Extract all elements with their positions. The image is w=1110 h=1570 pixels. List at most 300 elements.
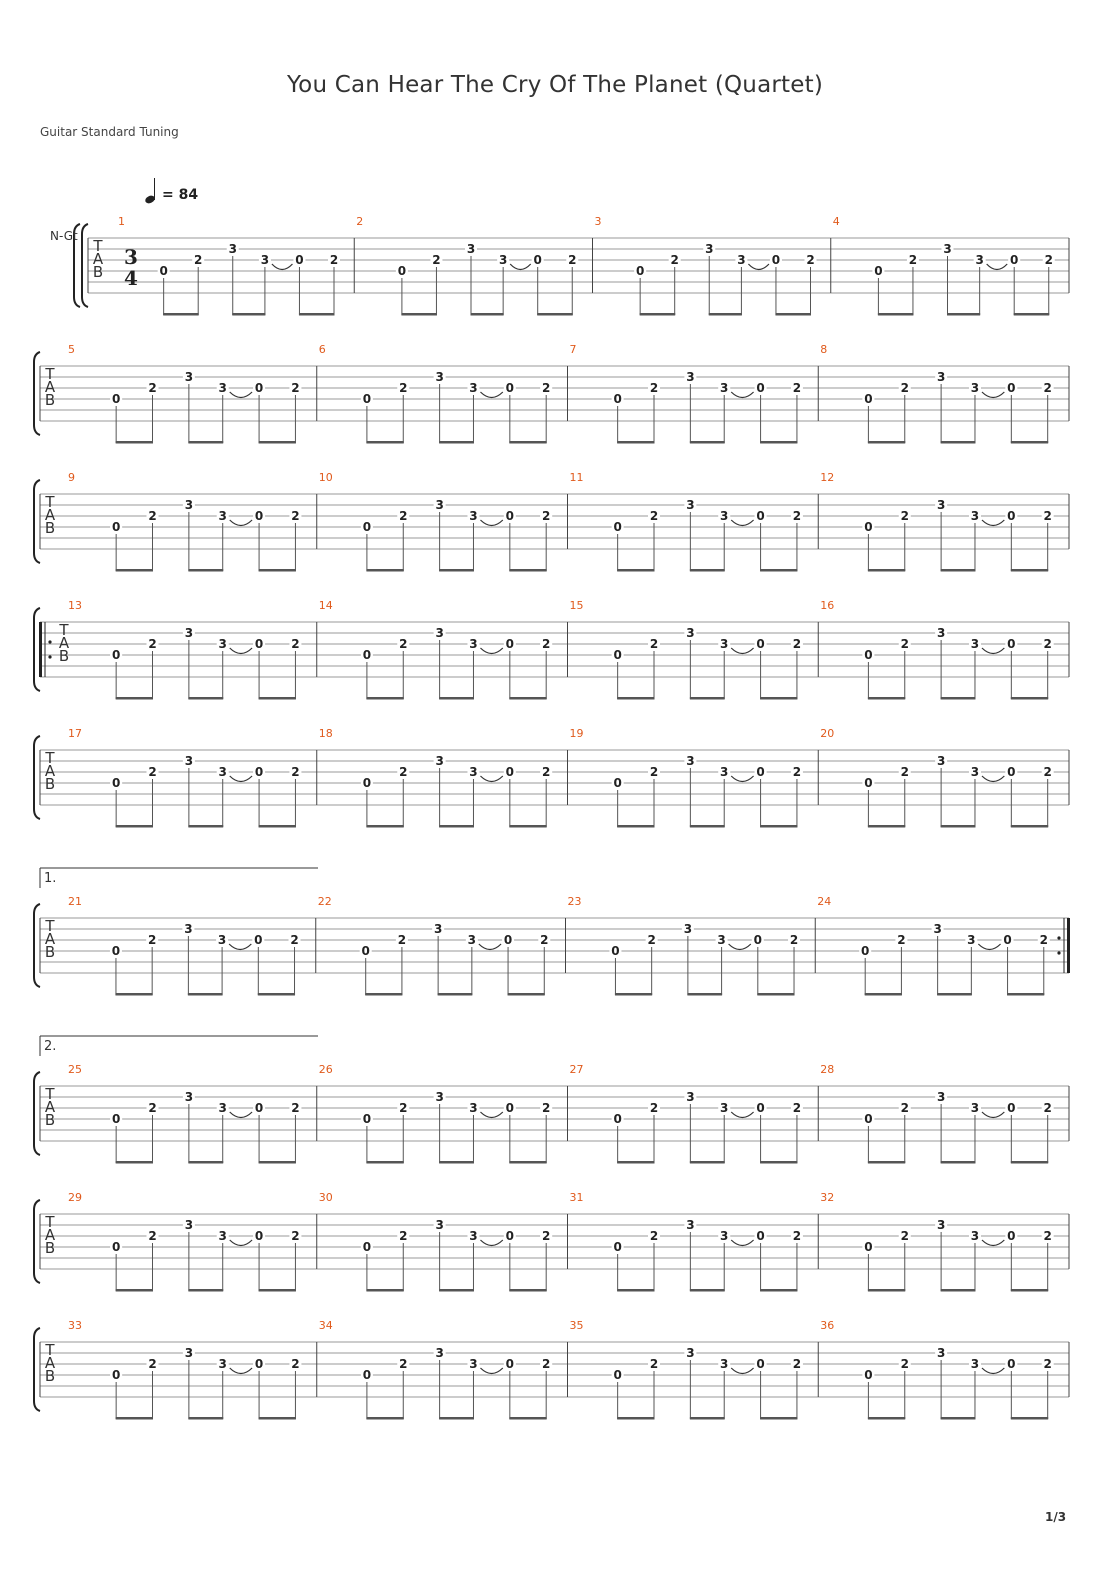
measure-number: 24 xyxy=(817,895,832,908)
tab-clef-letter: B xyxy=(92,263,104,281)
fret-number: 3 xyxy=(433,922,443,936)
fret-number: 0 xyxy=(864,1368,873,1382)
eighth-beam xyxy=(366,441,403,444)
eighth-beam xyxy=(163,313,199,316)
fret-number: 3 xyxy=(686,626,695,640)
fret-number: 2 xyxy=(792,765,802,779)
fret-number: 3 xyxy=(469,1357,478,1371)
eighth-beam xyxy=(438,993,473,996)
volta-label: 1. xyxy=(44,871,57,886)
fret-number: 2 xyxy=(649,381,659,395)
eighth-beam xyxy=(299,313,335,316)
fret-number: 3 xyxy=(686,498,695,512)
eighth-beam xyxy=(188,825,223,828)
repeat-dot xyxy=(1057,951,1060,954)
tie-arc xyxy=(230,392,252,398)
fret-number: 3 xyxy=(469,1229,478,1243)
tab-clef-letter: B xyxy=(44,391,56,409)
fret-number: 3 xyxy=(435,1346,444,1360)
page-number: 1/3 xyxy=(1045,1510,1067,1524)
tab-clef-letter: B xyxy=(58,647,70,665)
measure-number: 30 xyxy=(318,1191,333,1204)
eighth-beam xyxy=(366,569,403,572)
volta-label: 2. xyxy=(44,1039,57,1054)
tie-arc xyxy=(480,1240,502,1246)
fret-number: 0 xyxy=(254,509,264,523)
fret-number: 2 xyxy=(908,253,918,267)
eighth-beam xyxy=(617,697,654,700)
tie-arc xyxy=(272,264,293,270)
fret-number: 0 xyxy=(254,1101,264,1115)
eighth-beam xyxy=(760,825,797,828)
fret-number: 2 xyxy=(1039,933,1048,947)
fret-number: 0 xyxy=(533,253,542,267)
tie-arc xyxy=(982,1112,1004,1118)
repeat-end-thick-bar xyxy=(1067,918,1070,973)
eighth-beam xyxy=(617,569,654,572)
fret-number: 3 xyxy=(218,637,227,651)
tie-arc xyxy=(480,520,502,526)
system-brace xyxy=(82,224,88,307)
fret-number: 3 xyxy=(970,765,980,779)
fret-number: 0 xyxy=(874,264,883,278)
measure-number: 4 xyxy=(832,215,840,228)
fret-number: 0 xyxy=(611,944,620,958)
tab-clef-letter: B xyxy=(44,1111,56,1129)
fret-number: 2 xyxy=(399,1357,408,1371)
eighth-beam xyxy=(116,825,153,828)
fret-number: 3 xyxy=(720,1229,729,1243)
fret-number: 2 xyxy=(792,509,802,523)
eighth-beam xyxy=(865,993,902,996)
eighth-beam xyxy=(401,313,437,316)
fret-number: 3 xyxy=(686,370,695,384)
fret-number: 3 xyxy=(936,754,946,768)
fret-number: 2 xyxy=(148,381,157,395)
fret-number: 3 xyxy=(469,765,478,779)
fret-number: 3 xyxy=(686,1090,695,1104)
fret-number: 0 xyxy=(362,520,372,534)
measure-number: 31 xyxy=(569,1191,584,1204)
fret-number: 3 xyxy=(720,1101,729,1115)
fret-number: 3 xyxy=(435,1218,444,1232)
eighth-beam xyxy=(947,313,980,316)
fret-number: 2 xyxy=(399,637,408,651)
tab-clef-letter: B xyxy=(44,775,56,793)
fret-number: 3 xyxy=(720,509,729,523)
fret-number: 0 xyxy=(111,944,121,958)
fret-number: 2 xyxy=(290,933,299,947)
tie-arc xyxy=(731,520,753,526)
system-brace xyxy=(34,1200,40,1283)
fret-number: 0 xyxy=(756,509,765,523)
tab-clef-letter: A xyxy=(92,250,104,268)
tie-arc xyxy=(510,264,531,270)
tie-arc xyxy=(480,1368,502,1374)
fret-number: 3 xyxy=(217,933,227,947)
fret-number: 0 xyxy=(505,637,515,651)
fret-number: 3 xyxy=(184,1090,194,1104)
tab-clef-letter: A xyxy=(44,1354,56,1372)
eighth-beam xyxy=(1011,1161,1048,1164)
eighth-beam xyxy=(690,441,725,444)
fret-number: 3 xyxy=(936,626,946,640)
tie-arc xyxy=(987,264,1008,270)
fret-number: 3 xyxy=(970,1357,980,1371)
measure-number: 35 xyxy=(569,1319,584,1332)
eighth-beam xyxy=(868,825,905,828)
fret-number: 2 xyxy=(900,381,909,395)
fret-number: 2 xyxy=(649,637,659,651)
fret-number: 3 xyxy=(184,922,193,936)
fret-number: 3 xyxy=(184,498,194,512)
fret-number: 2 xyxy=(900,1101,909,1115)
fret-number: 2 xyxy=(649,1229,659,1243)
fret-number: 2 xyxy=(291,637,300,651)
eighth-beam xyxy=(760,441,797,444)
eighth-beam xyxy=(757,993,794,996)
eighth-beam xyxy=(941,697,976,700)
fret-number: 0 xyxy=(613,1112,622,1126)
tab-clef-letter: T xyxy=(45,365,55,383)
time-signature-numerator: 3 xyxy=(124,245,138,269)
measure-number: 19 xyxy=(569,727,584,740)
fret-number: 2 xyxy=(1043,381,1052,395)
eighth-beam xyxy=(365,993,402,996)
eighth-beam xyxy=(116,569,153,572)
fret-number: 0 xyxy=(505,509,515,523)
fret-number: 3 xyxy=(184,626,194,640)
fret-number: 0 xyxy=(111,1368,121,1382)
fret-number: 2 xyxy=(397,933,407,947)
eighth-beam xyxy=(1011,569,1048,572)
measure-number: 26 xyxy=(318,1063,333,1076)
eighth-beam xyxy=(259,1417,296,1420)
fret-number: 3 xyxy=(498,253,508,267)
fret-number: 2 xyxy=(897,933,906,947)
measure-number: 22 xyxy=(317,895,332,908)
fret-number: 3 xyxy=(218,1357,227,1371)
eighth-beam xyxy=(1011,697,1048,700)
fret-number: 3 xyxy=(967,933,976,947)
fret-number: 3 xyxy=(466,242,476,256)
fret-number: 0 xyxy=(864,520,873,534)
fret-number: 3 xyxy=(218,765,227,779)
fret-number: 3 xyxy=(435,498,444,512)
measure-number: 2 xyxy=(356,215,364,228)
fret-number: 3 xyxy=(218,1229,227,1243)
fret-number: 0 xyxy=(1007,765,1016,779)
fret-number: 0 xyxy=(1010,253,1019,267)
measure-number: 14 xyxy=(318,599,333,612)
fret-number: 0 xyxy=(753,933,762,947)
fret-number: 3 xyxy=(720,381,729,395)
fret-number: 3 xyxy=(686,1218,695,1232)
fret-number: 2 xyxy=(542,381,551,395)
eighth-beam xyxy=(116,697,153,700)
tie-arc xyxy=(731,1368,753,1374)
measure-number: 21 xyxy=(68,895,82,908)
measure-number: 9 xyxy=(68,471,75,484)
measure-number: 36 xyxy=(820,1319,835,1332)
fret-number: 0 xyxy=(505,1357,515,1371)
fret-number: 3 xyxy=(737,253,746,267)
system-brace xyxy=(34,352,40,435)
fret-number: 0 xyxy=(505,765,515,779)
fret-number: 0 xyxy=(864,392,873,406)
eighth-beam xyxy=(941,825,976,828)
measure-number: 33 xyxy=(68,1319,82,1332)
fret-number: 3 xyxy=(720,1357,729,1371)
fret-number: 0 xyxy=(756,765,765,779)
fret-number: 2 xyxy=(291,1101,300,1115)
fret-number: 2 xyxy=(542,509,551,523)
tab-clef-letter: T xyxy=(45,749,55,767)
fret-number: 0 xyxy=(503,933,513,947)
tempo-value: = 84 xyxy=(162,187,199,203)
eighth-beam xyxy=(188,1417,223,1420)
tie-arc xyxy=(480,648,502,654)
fret-number: 0 xyxy=(864,776,873,790)
measure-number: 28 xyxy=(820,1063,835,1076)
fret-number: 2 xyxy=(806,253,815,267)
fret-number: 3 xyxy=(936,1218,946,1232)
tab-clef-letter: T xyxy=(45,1213,55,1231)
fret-number: 2 xyxy=(291,1357,300,1371)
fret-number: 3 xyxy=(228,242,237,256)
tie-arc xyxy=(480,392,502,398)
fret-number: 0 xyxy=(613,392,622,406)
fret-number: 0 xyxy=(505,1101,515,1115)
fret-number: 2 xyxy=(789,933,799,947)
tab-clef-letter: A xyxy=(44,506,56,524)
measure-number: 25 xyxy=(68,1063,82,1076)
eighth-beam xyxy=(259,825,296,828)
fret-number: 2 xyxy=(1043,1357,1052,1371)
fret-number: 2 xyxy=(900,1357,909,1371)
fret-number: 3 xyxy=(970,509,980,523)
fret-number: 2 xyxy=(542,1357,551,1371)
eighth-beam xyxy=(617,1289,654,1292)
eighth-beam xyxy=(366,1417,403,1420)
fret-number: 3 xyxy=(184,1346,194,1360)
eighth-beam xyxy=(868,1289,905,1292)
measure-number: 17 xyxy=(68,727,82,740)
fret-number: 2 xyxy=(649,1357,659,1371)
fret-number: 2 xyxy=(291,509,300,523)
eighth-beam xyxy=(509,1161,546,1164)
eighth-beam xyxy=(188,697,223,700)
eighth-beam xyxy=(941,1161,976,1164)
fret-number: 0 xyxy=(1003,933,1012,947)
eighth-beam xyxy=(116,1289,153,1292)
fret-number: 0 xyxy=(111,648,121,662)
fret-number: 3 xyxy=(683,922,693,936)
measure-number: 11 xyxy=(569,471,584,484)
song-title: You Can Hear The Cry Of The Planet (Quartet) xyxy=(286,72,823,98)
measure-number: 13 xyxy=(68,599,82,612)
measure-number: 1 xyxy=(118,215,125,228)
eighth-beam xyxy=(760,1289,797,1292)
tab-clef-letter: A xyxy=(58,634,70,652)
fret-number: 0 xyxy=(111,392,121,406)
eighth-beam xyxy=(1014,313,1050,316)
eighth-beam xyxy=(941,1417,976,1420)
eighth-beam xyxy=(690,1289,725,1292)
measure-number: 20 xyxy=(820,727,835,740)
tab-clef-letter: B xyxy=(44,519,56,537)
eighth-beam xyxy=(259,1161,296,1164)
system-brace xyxy=(34,904,40,987)
fret-number: 0 xyxy=(254,381,264,395)
tie-arc xyxy=(982,520,1004,526)
fret-number: 0 xyxy=(756,381,765,395)
fret-number: 2 xyxy=(399,381,408,395)
fret-number: 2 xyxy=(399,1101,408,1115)
fret-number: 2 xyxy=(148,1357,157,1371)
eighth-beam xyxy=(115,993,152,996)
eighth-beam xyxy=(1011,1289,1048,1292)
repeat-dot xyxy=(48,655,51,658)
eighth-beam xyxy=(259,441,296,444)
fret-number: 0 xyxy=(254,1229,264,1243)
tie-arc xyxy=(982,776,1004,782)
fret-number: 3 xyxy=(686,754,695,768)
fret-number: 0 xyxy=(362,648,372,662)
fret-number: 3 xyxy=(218,1101,227,1115)
fret-number: 3 xyxy=(435,1090,444,1104)
fret-number: 3 xyxy=(936,1346,946,1360)
fret-number: 0 xyxy=(295,253,304,267)
eighth-beam xyxy=(690,697,725,700)
fret-number: 2 xyxy=(542,1101,551,1115)
fret-number: 3 xyxy=(943,242,952,256)
tie-arc xyxy=(748,264,769,270)
measure-number: 34 xyxy=(318,1319,333,1332)
fret-number: 0 xyxy=(1007,637,1016,651)
fret-number: 2 xyxy=(399,1229,408,1243)
fret-number: 3 xyxy=(936,370,946,384)
system-brace xyxy=(34,1072,40,1155)
tie-arc xyxy=(230,1368,252,1374)
eighth-beam xyxy=(509,441,546,444)
eighth-beam xyxy=(690,1417,725,1420)
fret-number: 3 xyxy=(469,637,478,651)
eighth-beam xyxy=(439,1417,474,1420)
fret-number: 3 xyxy=(218,509,227,523)
eighth-beam xyxy=(366,697,403,700)
fret-number: 0 xyxy=(613,776,622,790)
eighth-beam xyxy=(259,569,296,572)
eighth-beam xyxy=(509,825,546,828)
fret-number: 2 xyxy=(291,381,300,395)
eighth-beam xyxy=(868,569,905,572)
fret-number: 2 xyxy=(291,1229,300,1243)
fret-number: 3 xyxy=(184,370,194,384)
fret-number: 3 xyxy=(975,253,984,267)
fret-number: 3 xyxy=(686,1346,695,1360)
fret-number: 3 xyxy=(933,922,942,936)
measure-number: 27 xyxy=(569,1063,584,1076)
measure-number: 5 xyxy=(68,343,75,356)
measure-number: 10 xyxy=(318,471,333,484)
eighth-beam xyxy=(868,697,905,700)
tie-arc xyxy=(230,520,252,526)
eighth-beam xyxy=(188,569,223,572)
eighth-beam xyxy=(1011,1417,1048,1420)
fret-number: 2 xyxy=(792,1357,802,1371)
fret-number: 0 xyxy=(111,1240,121,1254)
fret-number: 2 xyxy=(540,933,549,947)
fret-number: 0 xyxy=(771,253,781,267)
fret-number: 3 xyxy=(720,637,729,651)
eighth-beam xyxy=(617,441,654,444)
fret-number: 3 xyxy=(260,253,270,267)
time-signature-denominator: 4 xyxy=(124,266,138,290)
fret-number: 0 xyxy=(111,1112,121,1126)
eighth-beam xyxy=(116,441,153,444)
fret-number: 2 xyxy=(649,509,659,523)
eighth-beam xyxy=(640,313,676,316)
fret-number: 2 xyxy=(1043,1101,1052,1115)
tie-arc xyxy=(731,1112,753,1118)
fret-number: 0 xyxy=(1007,1357,1016,1371)
fret-number: 2 xyxy=(900,509,909,523)
fret-number: 0 xyxy=(111,776,121,790)
fret-number: 0 xyxy=(864,1240,873,1254)
fret-number: 0 xyxy=(159,264,168,278)
system-brace xyxy=(34,1328,40,1411)
tie-arc xyxy=(729,944,751,950)
repeat-dot xyxy=(48,640,51,643)
tab-clef-letter: T xyxy=(93,237,103,255)
tab-clef-letter: T xyxy=(45,493,55,511)
eighth-beam xyxy=(509,697,546,700)
fret-number: 0 xyxy=(861,944,870,958)
eighth-beam xyxy=(868,1417,905,1420)
fret-number: 2 xyxy=(291,765,300,779)
repeat-dot xyxy=(1057,936,1060,939)
fret-number: 0 xyxy=(397,264,407,278)
fret-number: 0 xyxy=(635,264,645,278)
fret-number: 3 xyxy=(469,381,478,395)
eighth-beam xyxy=(508,993,545,996)
eighth-beam xyxy=(775,313,811,316)
eighth-beam xyxy=(259,697,296,700)
eighth-beam xyxy=(941,569,976,572)
tie-arc xyxy=(480,776,502,782)
measure-number: 3 xyxy=(594,215,602,228)
measure-number: 23 xyxy=(567,895,582,908)
instrument-label: N-Gt xyxy=(50,229,78,243)
fret-number: 2 xyxy=(148,1229,157,1243)
fret-number: 0 xyxy=(362,776,372,790)
eighth-beam xyxy=(760,569,797,572)
fret-number: 3 xyxy=(720,765,729,779)
eighth-beam xyxy=(760,1417,797,1420)
tie-arc xyxy=(982,648,1004,654)
eighth-beam xyxy=(116,1161,153,1164)
tie-arc xyxy=(230,648,252,654)
tab-clef-letter: A xyxy=(44,762,56,780)
fret-number: 2 xyxy=(792,1101,802,1115)
fret-number: 3 xyxy=(717,933,726,947)
measure-number: 7 xyxy=(569,343,577,356)
eighth-beam xyxy=(439,569,474,572)
eighth-beam xyxy=(509,1417,546,1420)
fret-number: 3 xyxy=(970,637,980,651)
eighth-beam xyxy=(687,993,722,996)
